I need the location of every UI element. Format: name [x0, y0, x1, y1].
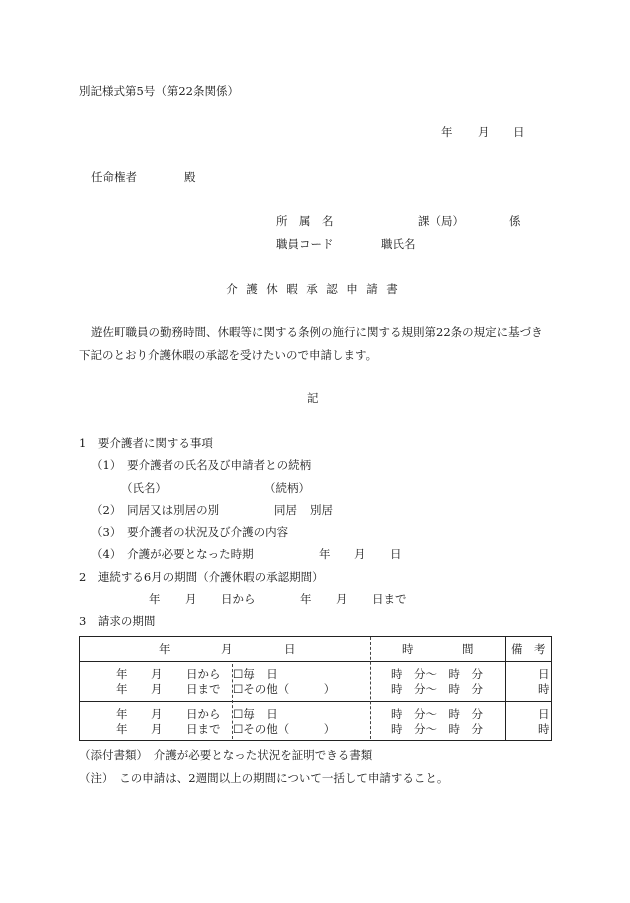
table-row-divider [80, 701, 551, 702]
row4-option: ☐その他（ ） [233, 722, 336, 736]
row3-month: 月 [151, 707, 163, 721]
row2-time: 時 分～ 時 分 [391, 682, 483, 696]
header-day: 日 [284, 642, 296, 656]
section1-item3: （3） 要介護者の状況及び介護の内容 [91, 525, 289, 539]
section1-item4: （4） 介護が必要となった時期 [91, 547, 254, 561]
header-between: 間 [462, 642, 474, 656]
section1-heading: 1 要介護者に関する事項 [79, 436, 213, 450]
table-date-time-dash [370, 637, 371, 739]
row4-year: 年 [116, 722, 128, 736]
date-day-label: 日 [513, 125, 525, 139]
section2-to-day: 日まで [372, 592, 407, 606]
header-year: 年 [159, 642, 171, 656]
separate-label: 別居 [310, 503, 333, 517]
body-line-1: 遊佐町職員の勤務時間、休暇等に関する条例の施行に関する規則第22条の規定に基づき [91, 325, 543, 339]
staff-code-label: 職員コード [276, 237, 334, 251]
cohabit-label: 同居 [274, 503, 297, 517]
section2-heading: 2 連続する6月の期間（介護休暇の承認期間） [79, 570, 324, 584]
affiliation-label: 所 属 名 [276, 214, 334, 228]
name-paren-label: （氏名） [121, 481, 167, 495]
section-label: 課（局） [418, 214, 464, 228]
staff-name-label: 職氏名 [381, 237, 416, 251]
row1-day: 日から [186, 667, 221, 681]
addressee-label: 任命権者 [91, 170, 137, 184]
row4-day: 日まで [186, 722, 221, 736]
date-year-label: 年 [441, 125, 453, 139]
section1-item1: （1） 要介護者の氏名及び申請者との続柄 [91, 458, 312, 472]
table-header-divider [80, 661, 551, 662]
row3-remark: 日 [538, 707, 550, 721]
header-hour: 時 [402, 642, 414, 656]
section2-to-month: 月 [336, 592, 348, 606]
item4-day: 日 [390, 547, 402, 561]
section1-item2: （2） 同居又は別居の別 [91, 503, 220, 517]
addressee-honorific: 殿 [184, 170, 196, 184]
footnote: （注） この申請は、2週間以上の期間について一括して申請すること。 [79, 771, 449, 785]
row2-month: 月 [151, 682, 163, 696]
row4-month: 月 [151, 722, 163, 736]
row1-time: 時 分～ 時 分 [391, 667, 483, 681]
row3-time: 時 分～ 時 分 [391, 707, 483, 721]
section2-from-year: 年 [149, 592, 161, 606]
section3-heading: 3 請求の期間 [79, 614, 156, 628]
row1-year: 年 [116, 667, 128, 681]
row2-option: ☐その他（ ） [233, 682, 336, 696]
row3-option: ☐毎 日 [233, 707, 278, 721]
row4-remark: 時 [538, 722, 550, 736]
item4-month: 月 [354, 547, 366, 561]
section2-from-month: 月 [185, 592, 197, 606]
date-month-label: 月 [478, 125, 490, 139]
header-remarks: 備 考 [511, 642, 546, 656]
row3-year: 年 [116, 707, 128, 721]
request-period-table [79, 636, 552, 741]
row2-year: 年 [116, 682, 128, 696]
relation-paren-label: （続柄） [264, 481, 310, 495]
unit-label: 係 [509, 214, 521, 228]
row1-remark: 日 [538, 667, 550, 681]
row2-remark: 時 [538, 682, 550, 696]
row4-time: 時 分～ 時 分 [391, 722, 483, 736]
document-title: 介 護 休 暇 承 認 申 請 書 [226, 282, 398, 296]
section2-from-day: 日から [221, 592, 256, 606]
row1-option: ☐毎 日 [233, 667, 278, 681]
section2-to-year: 年 [300, 592, 312, 606]
row3-day: 日から [186, 707, 221, 721]
ki-heading: 記 [307, 391, 319, 405]
form-id: 別記様式第5号（第22条関係） [79, 84, 239, 98]
row1-month: 月 [151, 667, 163, 681]
item4-year: 年 [319, 547, 331, 561]
body-line-2: 下記のとおり介護休暇の承認を受けたいので申請します。 [79, 348, 378, 362]
table-remarks-divider [505, 637, 506, 740]
header-month: 月 [221, 642, 233, 656]
row2-day: 日まで [186, 682, 221, 696]
attachment-note: （添付書類） 介護が必要となった状況を証明できる書類 [79, 748, 373, 762]
